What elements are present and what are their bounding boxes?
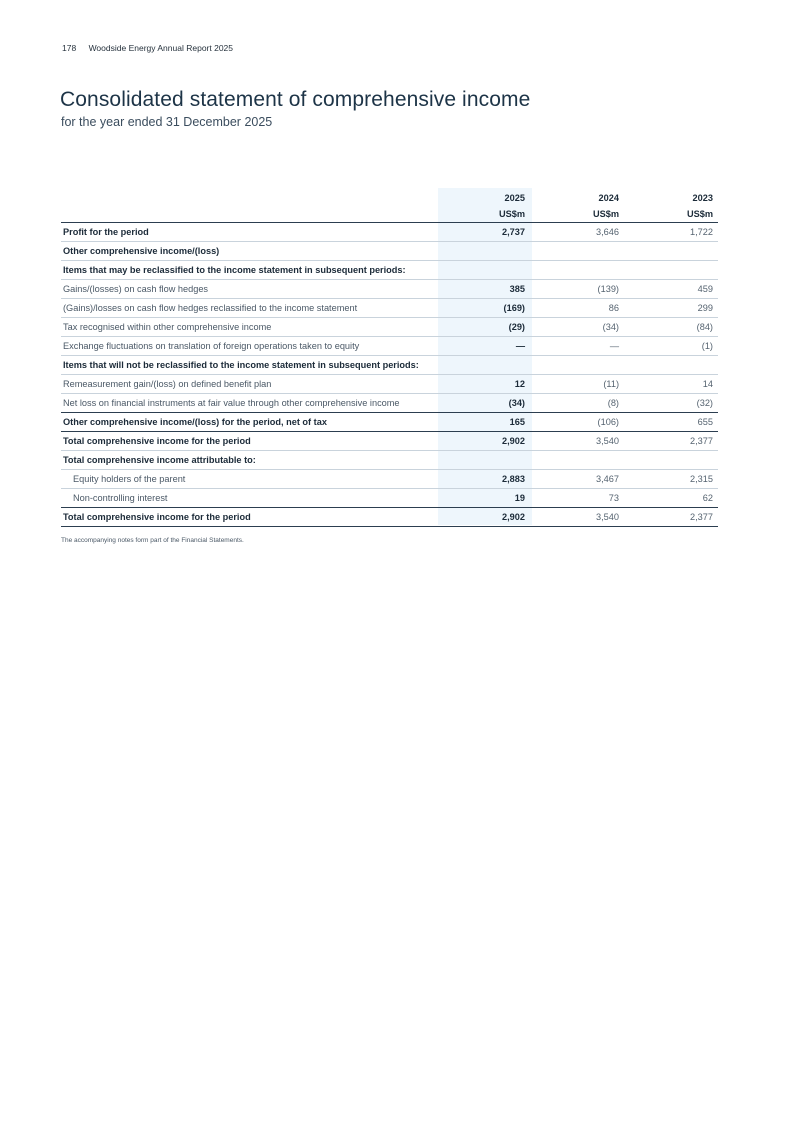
value-2025: 12: [436, 375, 530, 394]
value-2024: [530, 261, 624, 280]
page-header: [62, 43, 233, 53]
value-2023: 655: [624, 413, 718, 432]
value-2024: (11): [530, 375, 624, 394]
value-2023: (1): [624, 337, 718, 356]
value-2025: 2,737: [436, 223, 530, 242]
value-2025: 2,902: [436, 432, 530, 451]
value-2025: [436, 451, 530, 470]
row-label: Net loss on financial instruments at fair value through other comprehensive income: [61, 394, 436, 413]
row-label: Profit for the period: [61, 223, 436, 242]
footnote: The accompanying notes form part of the Financial Statements.: [61, 537, 244, 544]
table-row: [61, 489, 718, 508]
col-header-2025: 2025: [504, 193, 525, 203]
col-unit-2025: US$m: [436, 206, 530, 223]
row-label: Tax recognised within other comprehensive income: [61, 318, 436, 337]
value-2024: (139): [530, 280, 624, 299]
value-2025: [436, 261, 530, 280]
value-2025: —: [436, 337, 530, 356]
row-label: Gains/(losses) on cash flow hedges: [61, 280, 436, 299]
table-row: [61, 280, 718, 299]
report-title: Woodside Energy Annual Report 2025: [88, 43, 234, 53]
row-label: Other comprehensive income/(loss): [61, 242, 436, 261]
row-label: Total comprehensive income for the period: [61, 432, 436, 451]
value-2025: 19: [436, 489, 530, 508]
comprehensive-income-table: [61, 188, 718, 527]
value-2023: [624, 261, 718, 280]
row-label: (Gains)/losses on cash flow hedges reclassified to the income statement: [61, 299, 436, 318]
page-title: Consolidated statement of comprehensive income: [60, 88, 531, 111]
col-unit-2023: US$m: [624, 206, 718, 223]
row-label: Total comprehensive income attributable to:: [61, 451, 436, 470]
row-label: Items that may be reclassified to the income statement in subsequent periods:: [61, 261, 436, 280]
value-2023: 14: [624, 375, 718, 394]
header-spacer: [61, 188, 436, 206]
row-label: Non-controlling interest: [61, 489, 436, 508]
value-2025: [436, 356, 530, 375]
table-row: [61, 508, 718, 527]
col-header-2023: 2023: [692, 193, 713, 203]
value-2025: 385: [436, 280, 530, 299]
value-2023: 459: [624, 280, 718, 299]
value-2024: 3,467: [530, 470, 624, 489]
value-2023: 1,722: [624, 223, 718, 242]
value-2025: (169): [436, 299, 530, 318]
table-row: [61, 299, 718, 318]
header-spacer: [61, 206, 436, 223]
table-row: [61, 375, 718, 394]
table-row: [61, 432, 718, 451]
value-2024: [530, 451, 624, 470]
table-row: [61, 394, 718, 413]
value-2025: 165: [436, 413, 530, 432]
row-label: Other comprehensive income/(loss) for the period, net of tax: [61, 413, 436, 432]
value-2023: 62: [624, 489, 718, 508]
value-2024: 3,540: [530, 432, 624, 451]
year-header-row: [61, 188, 718, 206]
unit-header-row: [61, 206, 718, 223]
table-row: [61, 356, 718, 375]
table-row: [61, 242, 718, 261]
row-label: Total comprehensive income for the period: [61, 508, 436, 527]
row-label: Items that will not be reclassified to the income statement in subsequent periods:: [61, 356, 436, 375]
value-2023: [624, 242, 718, 261]
table-row: [61, 337, 718, 356]
value-2025: 2,902: [436, 508, 530, 527]
value-2024: [530, 356, 624, 375]
table-row: [61, 261, 718, 280]
value-2024: [530, 242, 624, 261]
value-2024: 86: [530, 299, 624, 318]
row-label: Equity holders of the parent: [61, 470, 436, 489]
value-2025: (29): [436, 318, 530, 337]
value-2024: (8): [530, 394, 624, 413]
value-2023: (84): [624, 318, 718, 337]
table-row: [61, 318, 718, 337]
page-subtitle: for the year ended 31 December 2025: [61, 115, 273, 129]
value-2023: 2,315: [624, 470, 718, 489]
col-unit-2024: US$m: [530, 206, 624, 223]
value-2025: (34): [436, 394, 530, 413]
value-2024: 3,646: [530, 223, 624, 242]
value-2024: (106): [530, 413, 624, 432]
table-row: [61, 413, 718, 432]
col-header-2024: 2024: [598, 193, 619, 203]
value-2023: 299: [624, 299, 718, 318]
value-2023: 2,377: [624, 432, 718, 451]
value-2023: 2,377: [624, 508, 718, 527]
value-2024: —: [530, 337, 624, 356]
value-2024: 73: [530, 489, 624, 508]
value-2025: 2,883: [436, 470, 530, 489]
row-label: Exchange fluctuations on translation of foreign operations taken to equity: [61, 337, 436, 356]
value-2024: (34): [530, 318, 624, 337]
value-2023: [624, 356, 718, 375]
value-2025: [436, 242, 530, 261]
page-number: 178: [62, 43, 77, 53]
table-row: [61, 223, 718, 242]
value-2023: [624, 451, 718, 470]
table-row: [61, 470, 718, 489]
table-row: [61, 451, 718, 470]
row-label: Remeasurement gain/(loss) on defined benefit plan: [61, 375, 436, 394]
value-2023: (32): [624, 394, 718, 413]
value-2024: 3,540: [530, 508, 624, 527]
